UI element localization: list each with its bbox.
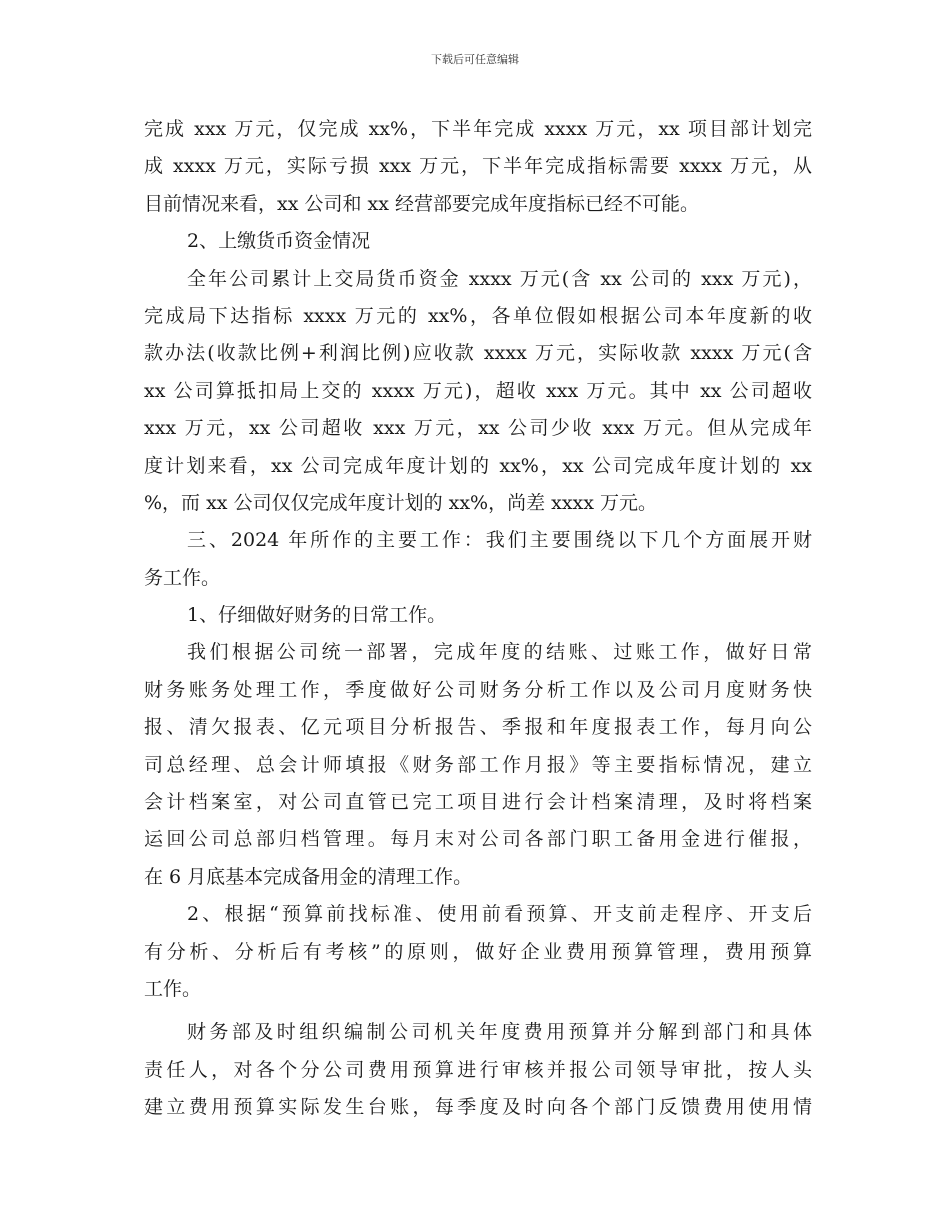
text-line: 工作。	[144, 977, 202, 1000]
text-line: xx 公司算抵扣局上交的 xxxx 万元)，超收 xxx 万元。其中 xx 公司超收	[144, 379, 812, 402]
section-heading: 2、上缴货币资金情况	[187, 230, 371, 253]
page-header: 下载后可任意编辑	[431, 53, 519, 66]
text-line: 度计划来看，xx 公司完成年度计划的 xx%，xx 公司完成年度计划的 xx	[144, 454, 812, 477]
text-line: 成 xxxx 万元，实际亏损 xxx 万元，下半年完成指标需要 xxxx 万元，从	[144, 155, 812, 178]
text-line: 目前情况来看，xx 公司和 xx 经营部要完成年度指标已经不可能。	[144, 192, 699, 215]
subsection-heading: 1、仔细做好财务的日常工作。	[187, 604, 447, 627]
text-line: xxx 万元，xx 公司超收 xxx 万元，xx 公司少收 xxx 万元。但从完成年	[144, 417, 812, 440]
text-line: 务工作。	[144, 566, 221, 589]
subsection-heading: 2、根据“预算前找标准、使用前看预算、开支前走程序、开支后	[187, 903, 812, 926]
text-line: 款办法(收款比例+利润比例)应收款 xxxx 万元，实际收款 xxxx 万元(含	[144, 342, 812, 365]
text-line: 财务账务处理工作，季度做好公司财务分析工作以及公司月度财务快	[144, 678, 812, 701]
text-line: 运回公司总部归档管理。每月末对公司各部门职工备用金进行催报，	[144, 828, 812, 851]
text-line: 财务部及时组织编制公司机关年度费用预算并分解到部门和具体	[187, 1021, 812, 1044]
text-line: 完成局下达指标 xxxx 万元的 xx%，各单位假如根据公司本年度新的收	[144, 304, 812, 327]
section-heading: 三、2024 年所作的主要工作：我们主要围绕以下几个方面展开财	[187, 529, 812, 552]
text-line: 责任人，对各个分公司费用预算进行审核并报公司领导审批，按人头	[144, 1058, 812, 1081]
text-line: 建立费用预算实际发生台账，每季度及时向各个部门反馈费用使用情	[144, 1096, 812, 1119]
text-line: 报、清欠报表、亿元项目分析报告、季报和年度报表工作，每月向公	[144, 716, 812, 739]
text-line: 在 6 月底基本完成备用金的清理工作。	[144, 865, 473, 888]
document-body	[144, 111, 812, 1127]
text-line: %，而 xx 公司仅仅完成年度计划的 xx%，尚差 xxxx 万元。	[144, 491, 658, 514]
text-line: 会计档案室，对公司直管已完工项目进行会计档案清理，及时将档案	[144, 791, 812, 814]
text-line: 全年公司累计上交局货币资金 xxxx 万元(含 xx 公司的 xxx 万元)，	[187, 267, 812, 290]
text-line: 有分析、分析后有考核”的原则，做好企业费用预算管理，费用预算	[144, 940, 812, 963]
text-line: 我们根据公司统一部署，完成年度的结账、过账工作，做好日常	[187, 641, 812, 664]
text-line: 司总经理、总会计师填报《财务部工作月报》等主要指标情况，建立	[144, 753, 812, 776]
text-line: 完成 xxx 万元，仅完成 xx%，下半年完成 xxxx 万元，xx 项目部计划完	[144, 118, 812, 140]
